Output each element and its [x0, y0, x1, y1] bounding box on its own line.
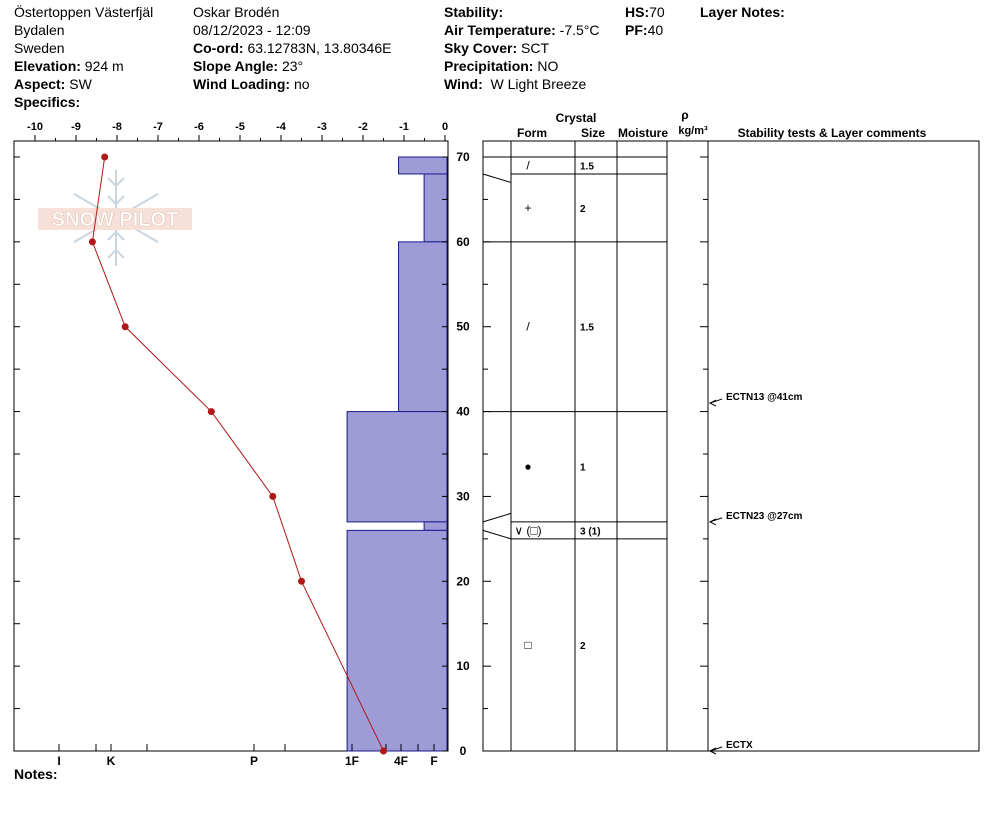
- temp-tick-label: -3: [317, 121, 327, 133]
- height-tick-label: 40: [456, 404, 470, 419]
- hardness-bar: [347, 412, 447, 522]
- hardness-bar: [424, 174, 447, 242]
- crystal-size: 2: [580, 640, 586, 652]
- hs-value: 70: [649, 4, 665, 20]
- wind-loading-value: no: [293, 76, 310, 92]
- rho-header: ρ: [681, 108, 689, 122]
- hardness-bar: [424, 522, 447, 530]
- stability-header: Stability tests & Layer comments: [737, 126, 927, 140]
- temperature-point: [101, 154, 108, 161]
- temp-tick-label: -2: [358, 121, 368, 133]
- temperature-point: [122, 323, 129, 330]
- aspect-label: Aspect:: [14, 76, 66, 92]
- temp-tick-label: -10: [27, 121, 43, 133]
- crystal-form: /: [526, 158, 530, 173]
- hardness-layers: [347, 157, 447, 751]
- crystal-size: 1.5: [580, 322, 594, 334]
- size-header: Size: [580, 126, 606, 140]
- layer-connector: [483, 174, 511, 182]
- observation-datetime: 08/12/2023 - 12:09: [193, 22, 311, 38]
- stability-tests: [710, 392, 803, 754]
- hardness-tick-label: I: [57, 754, 61, 768]
- crystal-header: Crystal: [555, 111, 597, 125]
- slope-value: 23°: [281, 58, 304, 74]
- temp-tick-label: 0: [441, 121, 449, 133]
- temperature-profile: [89, 154, 387, 755]
- elevation-value: 924 m: [84, 58, 124, 74]
- temperature-line: [92, 157, 383, 751]
- pf-label: PF:: [625, 22, 648, 38]
- temperature-point: [380, 748, 387, 755]
- crystal-size: 1.5: [580, 161, 594, 173]
- temp-tick-label: -5: [235, 121, 245, 133]
- logo-text: SNOW PILOT: [51, 209, 179, 231]
- wind-label: Wind:: [444, 76, 483, 92]
- hs-label: HS:: [625, 4, 650, 20]
- precip-value: NO: [537, 58, 559, 74]
- temp-tick-label: -6: [194, 121, 204, 133]
- temperature-axis: [27, 121, 448, 141]
- location-country: Sweden: [14, 40, 65, 56]
- wind-loading-label: Wind Loading:: [193, 76, 291, 92]
- height-tick-label: 70: [456, 150, 470, 164]
- form-header: Form: [517, 126, 547, 140]
- crystal-form: ●: [524, 459, 532, 474]
- temp-tick-label: -9: [71, 121, 81, 133]
- crystal-size: 1: [580, 462, 586, 474]
- precip-label: Precipitation:: [444, 58, 534, 74]
- crystal-size: 2: [580, 203, 586, 215]
- temp-tick-label: -8: [112, 121, 122, 133]
- hardness-tick-label: 1F: [344, 754, 360, 768]
- notes-label: Notes:: [14, 766, 58, 782]
- height-tick-label: 20: [456, 574, 470, 589]
- hardness-tick-label: P: [249, 754, 259, 768]
- temperature-point: [208, 408, 215, 415]
- height-tick-label: 50: [456, 319, 470, 334]
- stability-label: Stability:: [444, 4, 504, 20]
- height-tick-label: 30: [456, 489, 470, 504]
- stratigraphy-table: [483, 108, 979, 754]
- observer-name: Oskar Brodén: [193, 4, 280, 20]
- height-tick-label: 0: [459, 744, 467, 758]
- hardness-bar: [399, 242, 447, 412]
- height-tick-label: 10: [456, 659, 470, 674]
- aspect-value: SW: [69, 76, 92, 92]
- air-temp-value: -7.5°C: [559, 22, 600, 38]
- coord-value: 63.12783N, 13.80346E: [247, 40, 392, 56]
- right-height-ticks: [483, 157, 708, 751]
- stability-test-label: ECTX: [726, 740, 753, 751]
- temperature-point: [269, 493, 276, 500]
- layer-connector: [483, 513, 511, 521]
- hardness-tick-label: K: [106, 754, 116, 768]
- layer-notes-label: Layer Notes:: [700, 4, 785, 20]
- crystal-size: 3 (1): [580, 526, 601, 538]
- specifics-label: Specifics:: [14, 94, 81, 110]
- location-region: Bydalen: [14, 22, 65, 38]
- moisture-header: Moisture: [617, 126, 669, 140]
- crystal-form: □: [524, 637, 532, 652]
- elevation-label: Elevation:: [14, 58, 81, 74]
- test-arrow-head: [710, 400, 716, 406]
- temp-tick-label: -7: [153, 121, 163, 133]
- coord-label: Co-ord:: [193, 40, 244, 56]
- height-tick-label: 60: [456, 234, 470, 249]
- layer-connector: [483, 530, 511, 538]
- temperature-hardness-plot: [14, 121, 470, 768]
- temperature-point: [298, 578, 305, 585]
- crystal-form: +: [524, 200, 532, 215]
- sky-value: SCT: [521, 40, 550, 56]
- pf-value: 40: [647, 22, 664, 38]
- sky-label: Sky Cover:: [444, 40, 518, 56]
- wind-value: W Light Breeze: [490, 76, 587, 92]
- slope-label: Slope Angle:: [193, 58, 279, 74]
- stability-test-label: ECTN13 @41cm: [726, 392, 803, 404]
- temperature-point: [89, 238, 96, 245]
- temp-tick-label: -4: [276, 121, 286, 133]
- crystal-form: /: [526, 319, 530, 334]
- density-unit-header: kg/m³: [678, 125, 708, 137]
- test-arrow-head: [710, 519, 716, 525]
- hardness-tick-label: F: [430, 754, 438, 768]
- stability-test-label: ECTN23 @27cm: [726, 510, 803, 522]
- hardness-bar: [399, 157, 447, 174]
- hardness-bar: [347, 530, 447, 751]
- location-name: Östertoppen Västerfjäl: [14, 4, 154, 20]
- crystal-form: ∨ (□): [514, 523, 542, 538]
- temp-tick-label: -1: [399, 121, 409, 133]
- air-temp-label: Air Temperature:: [444, 22, 556, 38]
- table-frame: [483, 141, 979, 751]
- hardness-tick-label: 4F: [393, 754, 409, 768]
- snowpilot-logo: [38, 170, 192, 266]
